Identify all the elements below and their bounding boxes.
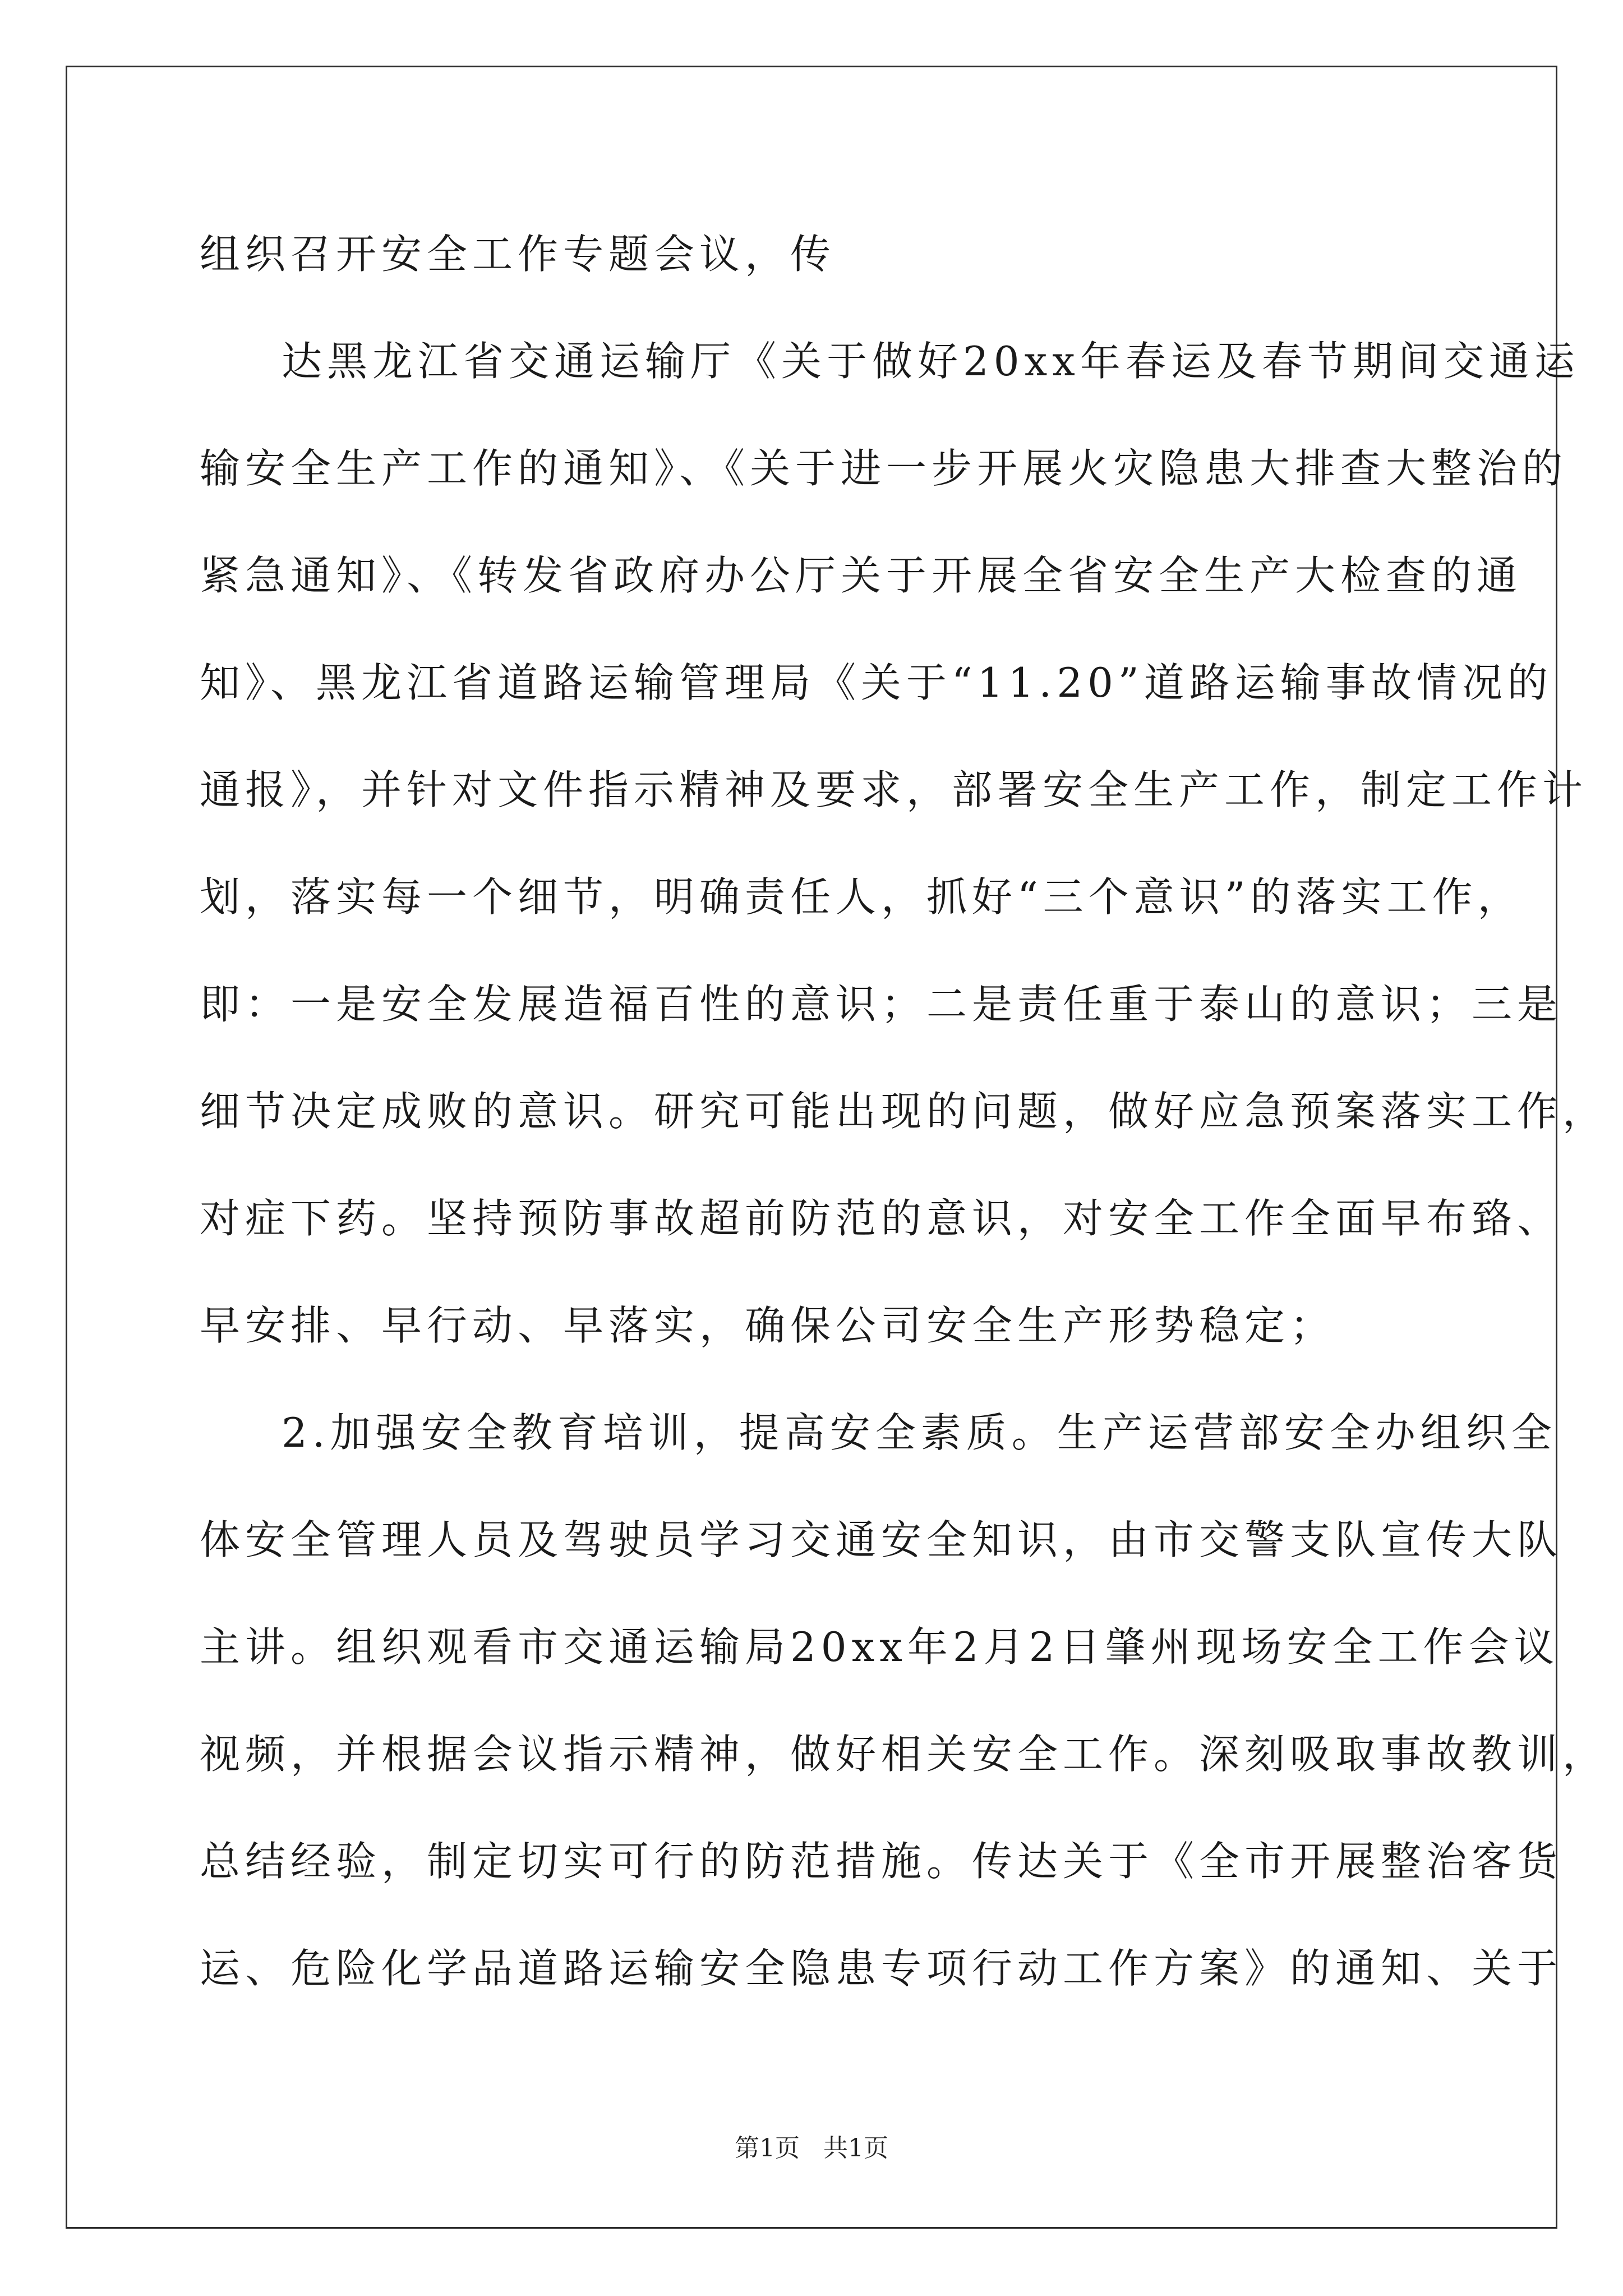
text-line: 2.加强安全教育培训，提高安全素质。生产运营部安全办组织全 <box>282 1409 1557 1456</box>
text-line: 早安排、早行动、早落实，确保公司安全生产形势稳定； <box>200 1302 1336 1349</box>
text-line: 输安全生产工作的通知》、《关于进一步开展火灾隐患大排查大整治的 <box>200 445 1568 492</box>
text-line: 紧急通知》、《转发省政府办公厅关于开展全省安全生产大检查的通 <box>200 552 1523 599</box>
text-line: 运、危险化学品道路运输安全隐患专项行动工作方案》的通知、关于 <box>200 1945 1563 1992</box>
text-line: 视频，并根据会议指示精神，做好相关安全工作。深刻吸取事故教训， <box>200 1731 1608 1778</box>
document-body <box>200 201 1608 2022</box>
text-line: 划，落实每一个细节，明确责任人，抓好“三个意识”的落实工作， <box>200 873 1523 921</box>
text-line: 达黑龙江省交通运输厅《关于做好20xx年春运及春节期间交通运 <box>282 338 1580 385</box>
text-line: 对症下药。坚持预防事故超前防范的意识，对安全工作全面早布臵、 <box>200 1195 1563 1242</box>
text-line: 组织召开安全工作专题会议，传 <box>200 231 836 278</box>
text-line: 体安全管理人员及驾驶员学习交通安全知识，由市交警支队宣传大队 <box>200 1516 1563 1563</box>
page-footer: 第1页 共1页 <box>735 2134 888 2162</box>
text-line: 即：一是安全发展造福百性的意识；二是责任重于泰山的意识；三是 <box>200 981 1563 1028</box>
text-line: 知》、黑龙江省道路运输管理局《关于“11.20”道路运输事故情况的 <box>200 659 1553 706</box>
text-line: 总结经验，制定切实可行的防范措施。传达关于《全市开展整治客货 <box>200 1838 1563 1885</box>
text-line: 主讲。组织观看市交通运输局20xx年2月2日肇州现场安全工作会议 <box>200 1623 1560 1671</box>
text-line: 通报》，并针对文件指示精神及要求，部署安全生产工作，制定工作计 <box>200 766 1588 813</box>
text-line: 细节决定成败的意识。研究可能出现的问题，做好应急预案落实工作， <box>200 1088 1608 1135</box>
